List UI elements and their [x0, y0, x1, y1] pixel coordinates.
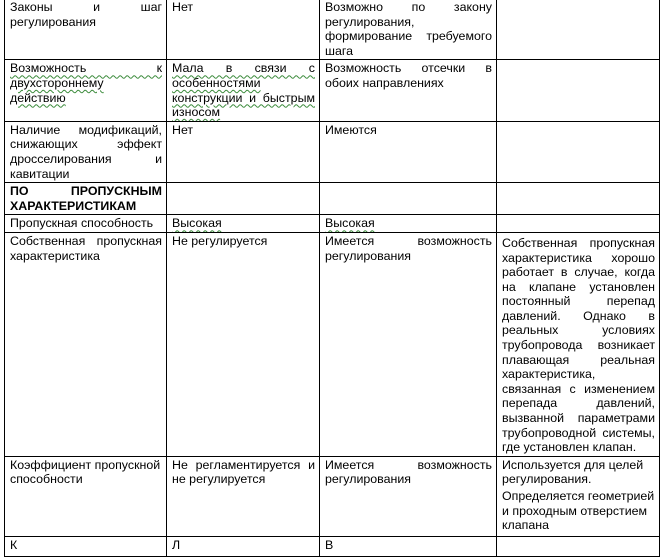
cell-note [497, 536, 660, 556]
cell-control-valve: Возможность отсечки в обоих направлениях [320, 60, 497, 121]
cell-parameter [5, 60, 167, 121]
table-row [5, 456, 660, 536]
section-row [5, 183, 660, 215]
cell-note [497, 121, 660, 182]
spellcheck-text: Возможность к двухстороннему действию [10, 61, 162, 105]
cell-gate-valve: Нет [167, 121, 320, 182]
cell-gate-valve [167, 60, 320, 121]
spellcheck-text: Мала в связи с особенностями конструкции и быстрым износом [172, 61, 315, 120]
table-row [5, 232, 660, 456]
cell-control-valve: Имеется возможность регулирования [320, 232, 497, 456]
cell-gate-valve: Не регламентируется и не регулируется [167, 456, 320, 536]
cell-note [497, 0, 660, 60]
cell-parameter: К [5, 536, 167, 556]
cell-note [497, 215, 660, 233]
table-row-partial [5, 536, 660, 556]
cell-control-valve: Имеются [320, 121, 497, 182]
cell-parameter: Наличие модификаций, снижающих эффект дросселирования и кавитации [5, 121, 167, 182]
cell-gate-valve: Не регулируется [167, 232, 320, 456]
section-heading: ПО ПРОПУСКНЫМ ХАРАКТЕРИСТИКАМ [5, 183, 167, 215]
cell-empty [320, 183, 497, 215]
note-paragraph: Используется для целей регулирования. [502, 457, 644, 487]
cell-empty [167, 183, 320, 215]
cell-gate-valve: Нет [167, 0, 320, 60]
cell-control-valve: Возможно по закону регулирования, формирование требуемого шага [320, 0, 497, 60]
cell-parameter: Пропускная способность [5, 215, 167, 233]
note-paragraph: Определяется геометрией и проходным отверстием клапана [502, 489, 655, 533]
cell-parameter: Коэффициент пропускной способности [5, 456, 167, 536]
cell-gate-valve [167, 215, 320, 233]
table-row [5, 60, 660, 121]
cell-parameter: Собственная пропускная характеристика [5, 232, 167, 456]
table-row [5, 215, 660, 233]
cell-note: Собственная пропускная характеристика хорошо работает в случае, когда на клапане установлен постоянный перепад давлений. Однако в реальных условиях трубопровода возникает плавающая реальная характеристика, связанная с изменением перепада давлений, вызванной параметрами трубопроводной системы, где установлен клапан. [497, 232, 660, 456]
table-row [5, 121, 660, 182]
comparison-table [4, 0, 660, 557]
cell-parameter: Законы и шаг регулирования [5, 0, 167, 60]
table-row [5, 0, 660, 60]
cell-note [497, 456, 660, 536]
spellcheck-text: Высокая [172, 216, 222, 231]
cell-control-valve [320, 215, 497, 233]
cell-control-valve: В [320, 536, 497, 556]
cell-control-valve: Имеется возможность регулирования [320, 456, 497, 536]
cell-empty [497, 183, 660, 215]
cell-note [497, 60, 660, 121]
spellcheck-text: Высокая [325, 216, 375, 231]
cell-gate-valve: Л [167, 536, 320, 556]
